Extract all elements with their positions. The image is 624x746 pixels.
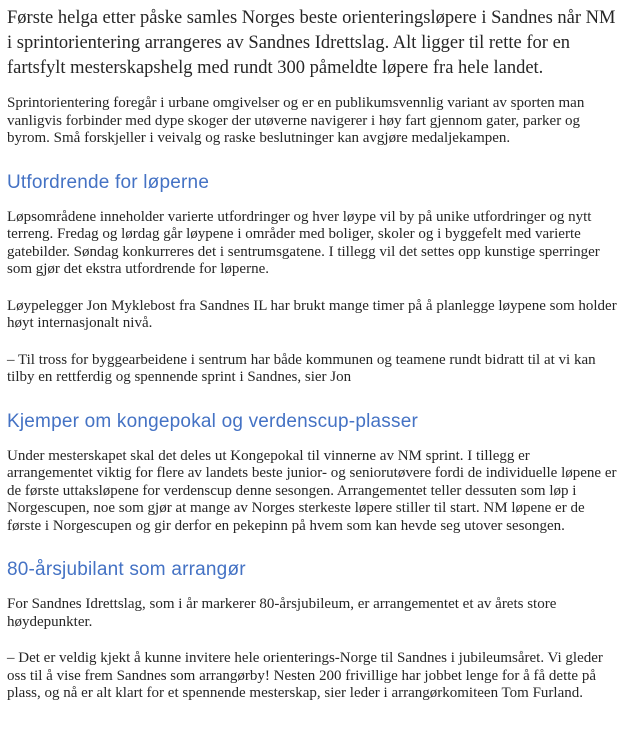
section-1-paragraph-2: Løypelegger Jon Myklebost fra Sandnes IL har brukt mange timer på å planlegge løypene som holder høyt internasjonalt nivå. [7,297,617,331]
section-2-paragraph-1: Under mesterskapet skal det deles ut Kongepokal til vinnerne av NM sprint. I tillegg er arrangementet viktig for flere av landets beste junior- og seniorutøvere fordi de individuelle løpene er de første uttaksløpene for verdenscup denne sesongen. Arrangementet teller dessuten som løp i Norgescupen, noe som gjør at mange av Norges sterkeste løpere stiller til start. NM løpene er de første i Norgescupen og gir derfor en pekepinn på hvem som kan hevde seg utover sesongen. [7,447,617,534]
section-heading-jubilant: 80-årsjubilant som arrangør [7,559,246,580]
section-3-paragraph-1: For Sandnes Idrettslag, som i år markerer 80-årsjubileum, er arrangementet et av årets store høydepunkter. [7,596,557,630]
section-1-paragraph-1: Løpsområdene inneholder varierte utfordringer og hver løype vil by på unike utfordringer og nytt terreng. Fredag og lørdag går løypene i områder med boliger, skoler og i byggefelt med varierte gatebilder. Søndag konkurreres det i sentrumsgatene. I tillegg vil det settes opp kunstige sperringer som gjør det ekstra utfordrende for løperne. [7,208,600,277]
section-heading-kongepokal: Kjemper om kongepokal og verdenscup-plasser [7,410,418,432]
section-heading-utfordrende: Utfordrende for løperne [7,171,210,193]
lead-paragraph: Første helga etter påske samles Norges beste orienteringsløpere i Sandnes når NM i sprintorientering arrangeres av Sandnes Idrettslag. Alt ligger til rette for en fartsfylt mesterskapshelg med rundt 300 påmeldte løpere fra hele landet. [7,8,616,78]
section-3-paragraph-2-quote: – Det er veldig kjekt å kunne invitere hele orienterings-Norge til Sandnes i jubileumsåret. Vi gleder oss til å vise frem Sandnes som arrangørby! Nesten 200 frivillige har jobbet lenge for å få dette på plass, og nå er alt klart for et spennende mesterskap, sier leder i arrangørkomiteen Tom Furland. [7,650,603,701]
section-1-paragraph-3-quote: – Til tross for byggearbeidene i sentrum har både kommunen og teamene rundt bidratt til at vi kan tilby en rettferdig og spennende sprint i Sandnes, sier Jon [7,351,596,385]
intro-paragraph: Sprintorientering foregår i urbane omgivelser og er en publikumsvennlig variant av sporten man vanligvis forbinder med dype skoger der utøverne navigerer i høy fart gjennom gater, parker og byrom. Små forskjeller i veivalg og raske beslutninger kan avgjøre medaljekampen. [7,95,585,146]
